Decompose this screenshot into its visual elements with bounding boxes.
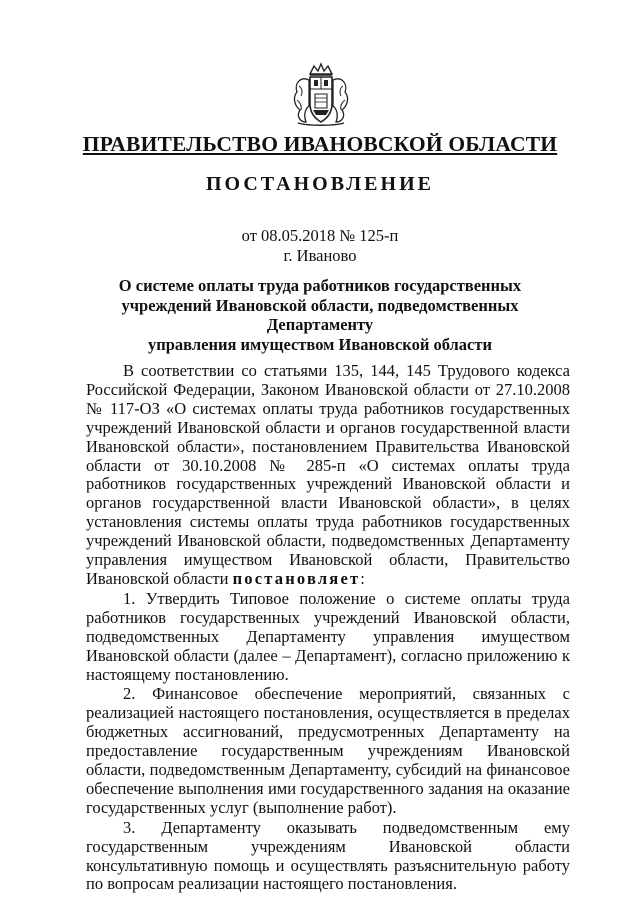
- date-block: [0, 226, 640, 266]
- date-number: от 08.05.2018 № 125-п: [241, 226, 399, 245]
- preamble-text: В соответствии со статьями 135, 144, 145 Трудового кодекса Российской Федерации, Законом Ивановской области от 27.10.2008 № 117-ОЗ «О системах оплаты труда работников государственных учреждений Ивановской области и органов государственной власти Ивановской области», постановлением Правительства Ивановской области от 30.10.2008 № 285-п «О системах оплаты труда работников государственных учреждений Ивановской области и органов государственной власти Ивановской области», в целях установления системы оплаты труда работников государственных учреждений Ивановской области, подведомственных Департаменту управления имуществом Ивановской области, Правительство Ивановской области: [86, 361, 570, 588]
- document-type: ПОСТАНОВЛЕНИЕ: [206, 173, 434, 195]
- colon: :: [360, 568, 365, 588]
- decree-body: [86, 362, 570, 894]
- decree-subject: [70, 276, 570, 354]
- city: г. Иваново: [283, 246, 357, 265]
- decree-item-3: 3. Департаменту оказывать подведомственным ему государственным учреждениям Ивановской области консультативную помощь и осуществлять разъяснительную работу по вопросам реализации настоящего постановления.: [86, 817, 570, 894]
- subject-line: учреждений Ивановской области, подведомственных Департаменту: [121, 295, 519, 334]
- decree-item-2: 2. Финансовое обеспечение мероприятий, связанных с реализацией настоящего постановления, осуществляется в пределах бюджетных ассигнований, предусмотренных Департаменту на предоставление государственным учреждениям Ивановской области, подведомственным Департаменту, субсидий на финансовое обеспечение выполнения ими государственного задания на оказание государственных услуг (выполнение работ).: [86, 684, 570, 817]
- coat-of-arms-icon: [288, 62, 354, 128]
- decree-item-1: 1. Утвердить Типовое положение о системе оплаты труда работников государственных учреждений Ивановской области, подведомственных Департаменту управления имуществом Ивановской области (далее – Департамент), согласно приложению к настоящему постановлению.: [86, 588, 570, 684]
- resolves-word: постановляет: [232, 568, 361, 588]
- subject-line: О системе оплаты труда работников государственных: [118, 276, 522, 295]
- subject-line: управления имуществом Ивановской области: [148, 334, 492, 354]
- preamble-paragraph: [86, 362, 570, 589]
- government-title: ПРАВИТЕЛЬСТВО ИВАНОВСКОЙ ОБЛАСТИ: [82, 132, 558, 156]
